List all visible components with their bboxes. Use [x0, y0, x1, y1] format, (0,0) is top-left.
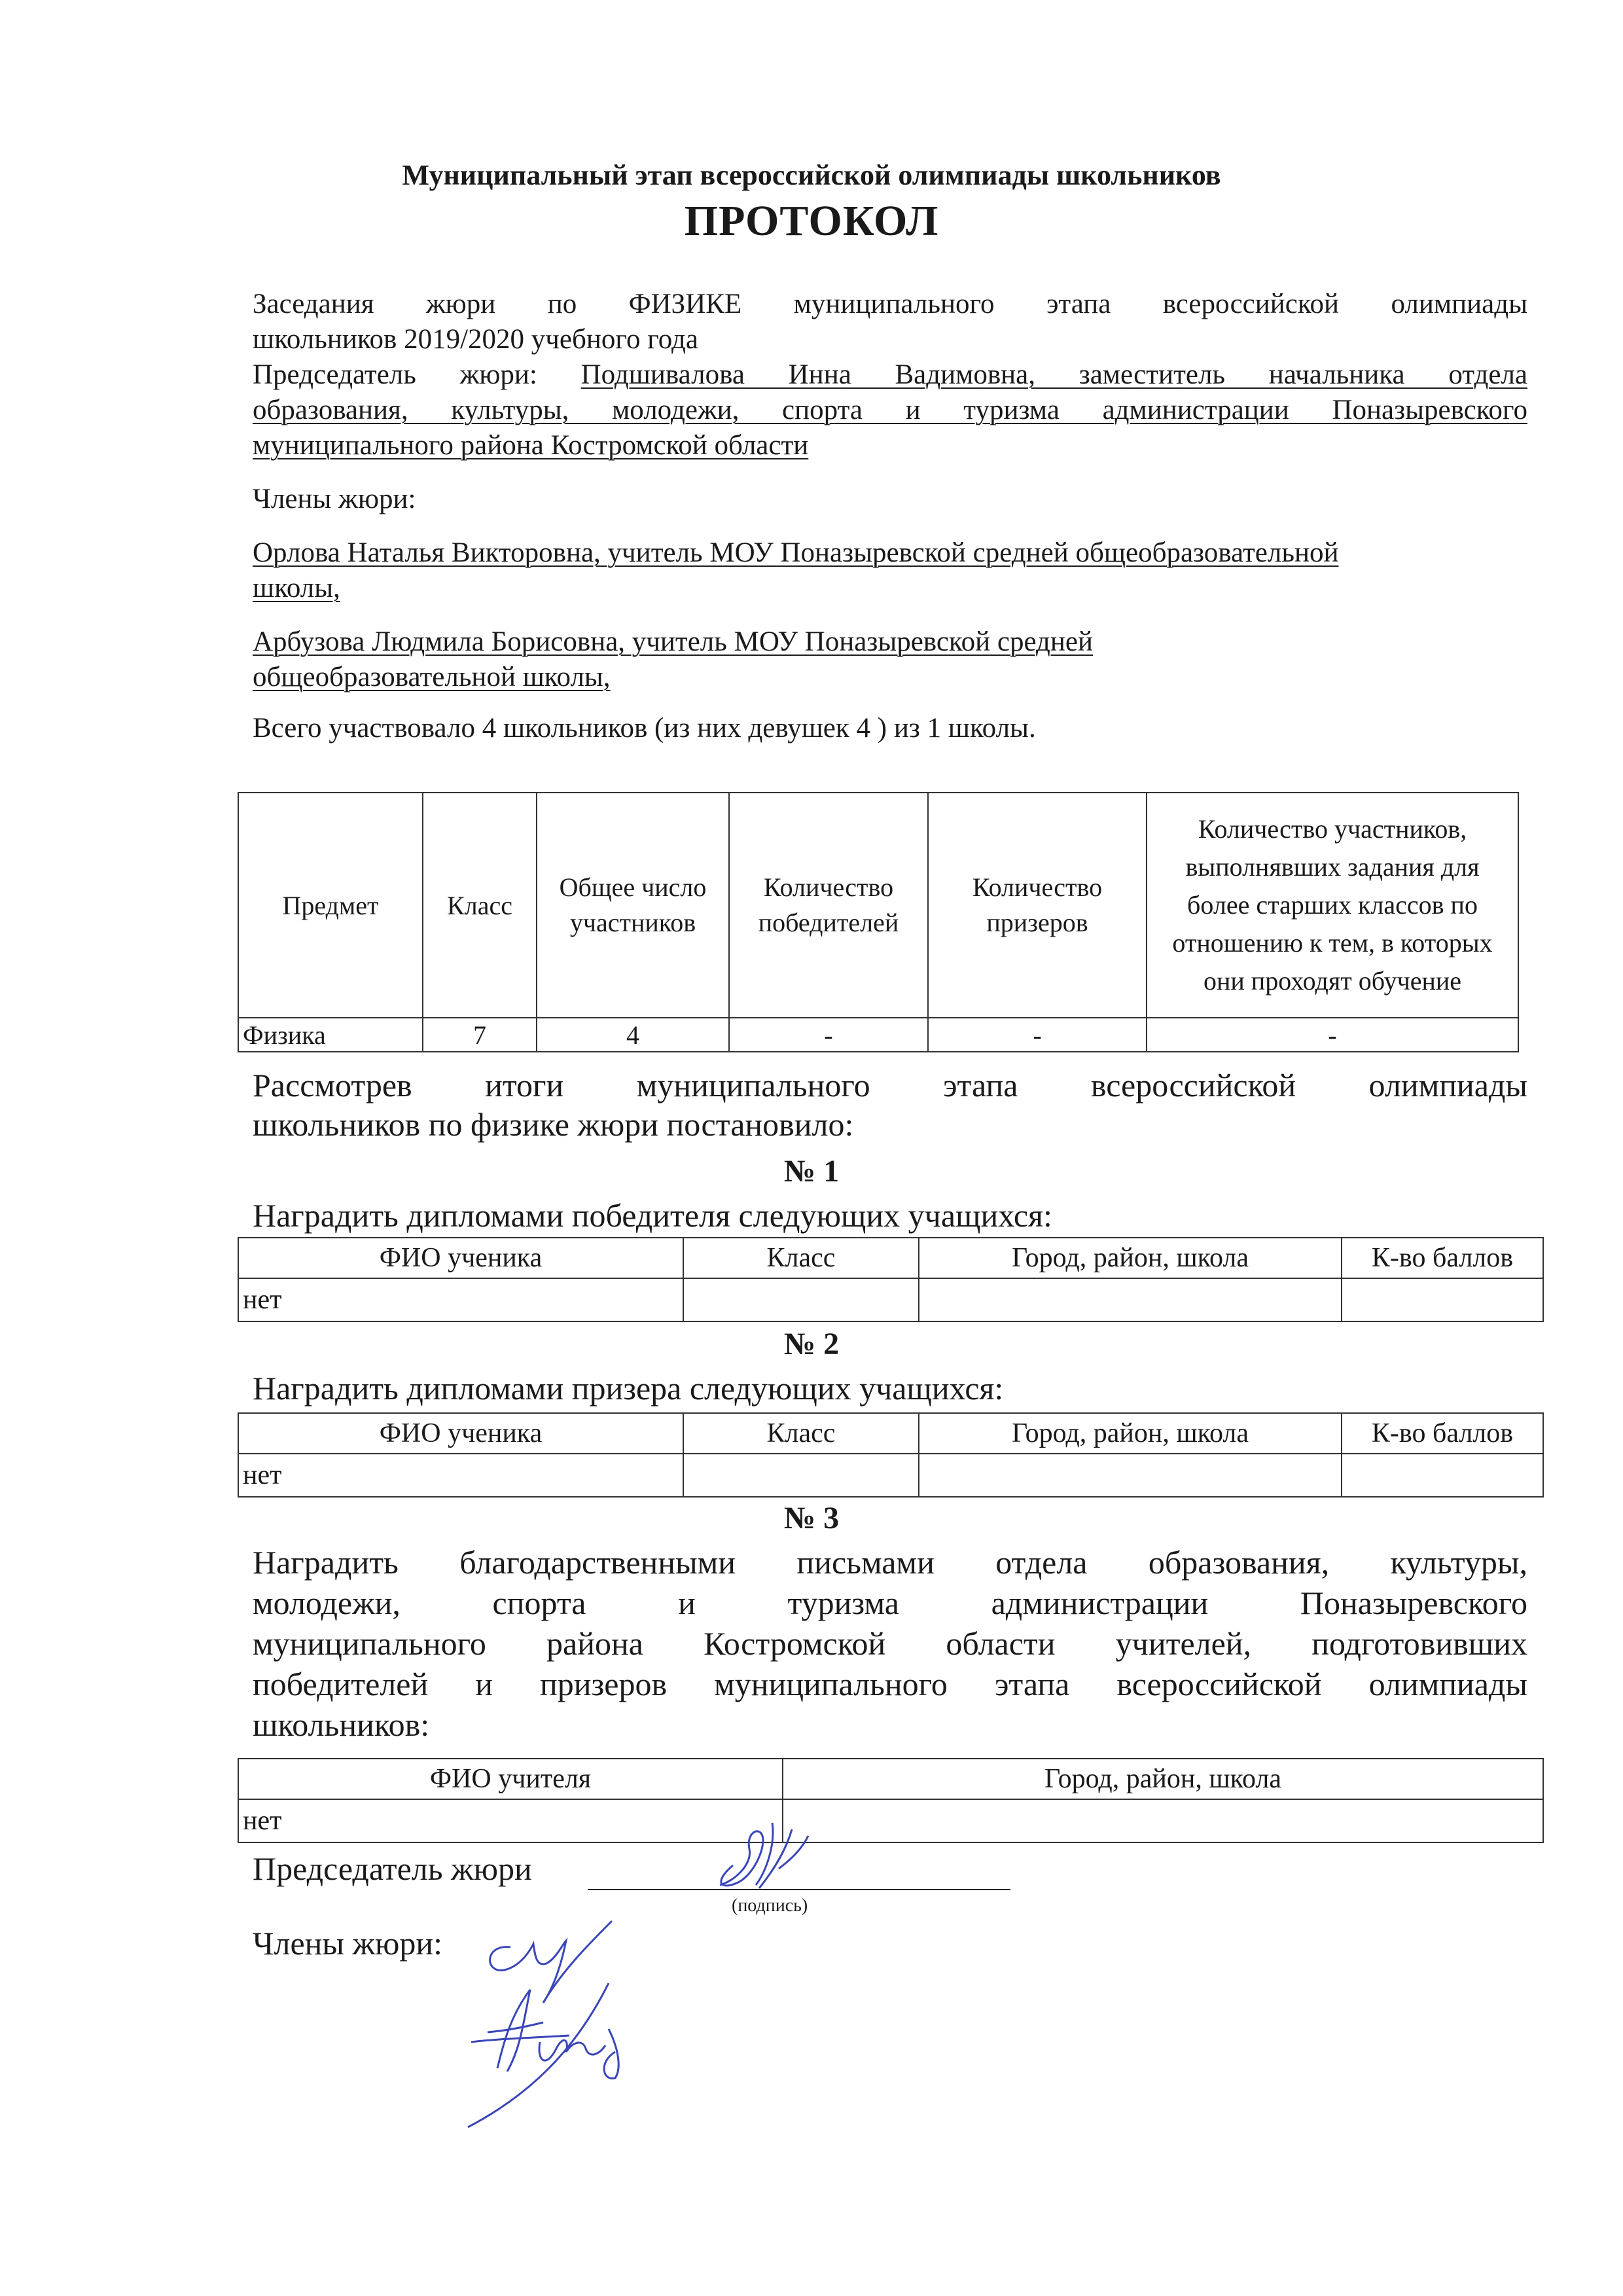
section-3-line: муниципального района Костромской области учителей, подготовивших — [253, 1625, 1527, 1662]
table-cell — [783, 1799, 1543, 1842]
section-3-number: № 3 — [783, 1501, 840, 1535]
winners-table — [238, 1237, 1544, 1322]
col-header: Общее число участников — [537, 793, 729, 1018]
signature-caption: (подпись) — [732, 1895, 808, 1916]
col-header: Город, район, школа — [783, 1759, 1543, 1799]
member-1-cont: школы, — [253, 573, 340, 603]
table-row — [238, 1454, 1543, 1497]
chair-signature-image — [694, 1820, 831, 1898]
col-header: ФИО ученика — [238, 1413, 683, 1454]
col-header: ФИО учителя — [238, 1759, 783, 1799]
section-1-number: № 1 — [783, 1154, 840, 1189]
teachers-header-row — [238, 1759, 1543, 1799]
section-3-line: победителей и призеров муниципального этапа всероссийской олимпиады — [253, 1666, 1527, 1702]
members-label: Члены жюри: — [253, 484, 416, 514]
teachers-table — [238, 1758, 1544, 1843]
table-cell: 7 — [423, 1018, 537, 1052]
col-header: Город, район, школа — [919, 1238, 1342, 1278]
table-cell: нет — [238, 1799, 783, 1842]
table-cell: нет — [238, 1278, 683, 1321]
members-signature-image — [458, 1918, 694, 2140]
table-cell — [683, 1454, 919, 1497]
member-2-cont: общеобразовательной школы, — [253, 662, 611, 692]
chair-line: муниципального района Костромской области — [253, 430, 809, 461]
section-1-text: Наградить дипломами победителя следующих учащихся: — [253, 1197, 1052, 1234]
table-row — [238, 1018, 1518, 1052]
section-2-text: Наградить дипломами призера следующих учащихся: — [253, 1370, 1004, 1407]
table-cell — [1342, 1454, 1543, 1497]
table-cell — [919, 1278, 1342, 1321]
summary-table — [238, 792, 1519, 1052]
chair-label: Председатель жюри: — [253, 359, 537, 390]
intro-line: школьников 2019/2020 учебного года — [253, 324, 699, 355]
chair-name: Подшивалова Инна Вадимовна, заместитель начальника отдела — [580, 359, 1527, 390]
section-3-text — [253, 1542, 1527, 1745]
table-cell: - — [729, 1018, 928, 1052]
col-header: К-во баллов — [1342, 1413, 1543, 1454]
page-title: ПРОТОКОЛ — [684, 197, 939, 245]
col-header: Класс — [683, 1413, 919, 1454]
table-cell — [1342, 1278, 1543, 1321]
prize-table — [238, 1412, 1544, 1498]
prize-header-row — [238, 1413, 1543, 1454]
col-header: К-во баллов — [1342, 1238, 1543, 1278]
chair-line: образования, культуры, молодежи, спорта и туризма администрации Поназыревского — [253, 395, 1527, 425]
col-header: Количество участников, выполнявших задания для более старших классов по отношению к тем, в которых они проходят обучение — [1147, 793, 1518, 1018]
col-header: Класс — [683, 1238, 919, 1278]
table-cell — [919, 1454, 1342, 1497]
intro-line: Заседания жюри по ФИЗИКЕ муниципального этапа всероссийской олимпиады — [253, 289, 1527, 319]
table-row — [238, 1278, 1543, 1321]
col-header: Количество победителей — [729, 793, 928, 1018]
section-3-line: молодежи, спорта и туризма администрации Поназыревского — [253, 1585, 1527, 1621]
section-3-line: Наградить благодарственными письмами отдела образования, культуры, — [253, 1544, 1527, 1581]
members-signature-label: Члены жюри: — [253, 1925, 443, 1962]
col-header: Класс — [423, 793, 537, 1018]
olympiad-subtitle: Муниципальный этап всероссийской олимпиады школьников — [402, 159, 1221, 191]
intro-block — [253, 287, 1527, 746]
col-header: Предмет — [238, 793, 423, 1018]
total-participants: Всего участвовало 4 школьников (из них девушек 4 ) из 1 школы. — [253, 713, 1036, 744]
section-2-number: № 2 — [783, 1327, 840, 1361]
chair-signature-label: Председатель жюри — [253, 1850, 532, 1887]
summary-header-row — [238, 793, 1518, 1018]
table-cell: - — [928, 1018, 1147, 1052]
col-header: Город, район, школа — [919, 1413, 1342, 1454]
chair-line — [253, 357, 1527, 393]
table-cell: 4 — [537, 1018, 729, 1052]
table-cell: - — [1147, 1018, 1518, 1052]
member-2: Арбузова Людмила Борисовна, учитель МОУ Поназыревской средней — [253, 626, 1093, 657]
decision-line: школьников по физике жюри постановило: — [253, 1106, 854, 1143]
table-cell — [683, 1278, 919, 1321]
col-header: ФИО ученика — [238, 1238, 683, 1278]
section-3-line: школьников: — [253, 1706, 430, 1743]
decision-line: Рассмотрев итоги муниципального этапа всероссийской олимпиады — [253, 1067, 1527, 1103]
decision-block — [253, 1066, 1527, 1144]
table-cell: Физика — [238, 1018, 423, 1052]
table-row — [238, 1799, 1543, 1842]
winners-header-row — [238, 1238, 1543, 1278]
col-header: Количество призеров — [928, 793, 1147, 1018]
member-1: Орлова Наталья Викторовна, учитель МОУ Поназыревской средней общеобразовательной — [253, 537, 1339, 568]
table-cell: нет — [238, 1454, 683, 1497]
